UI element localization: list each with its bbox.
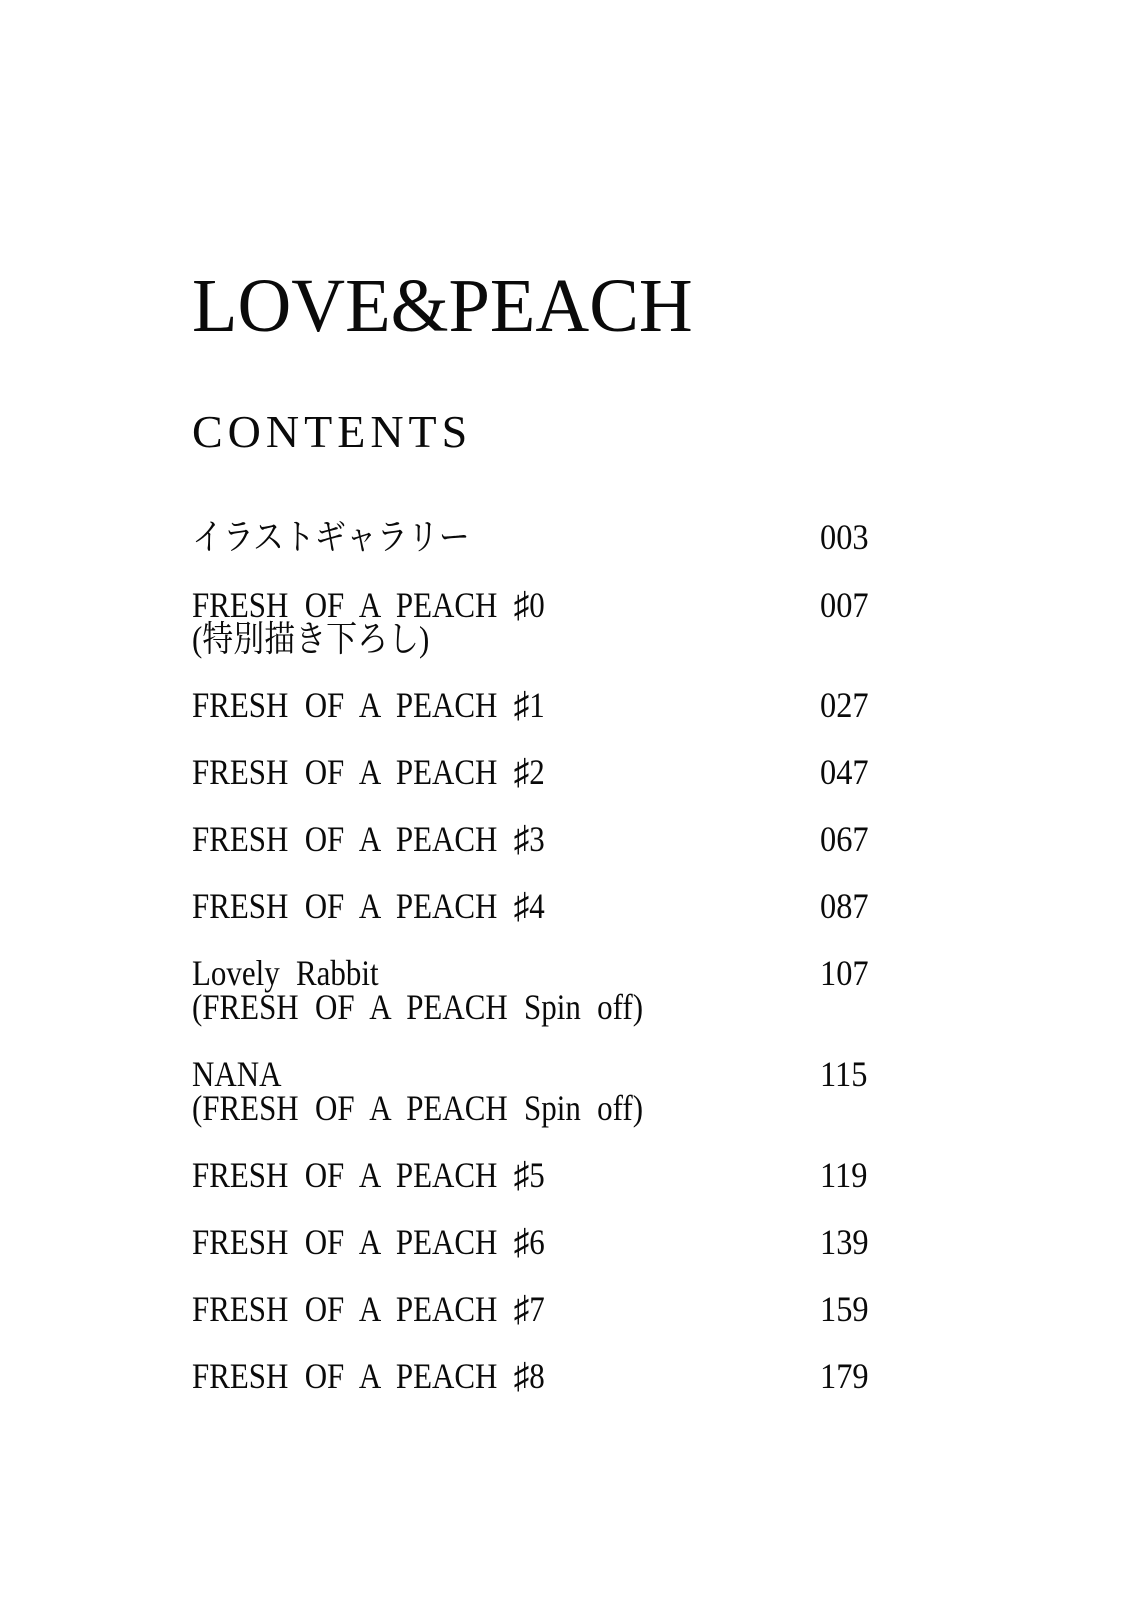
entry-title: FRESH OF A PEACH ♯4 (192, 886, 545, 926)
book-title: LOVE&PEACH (192, 264, 693, 348)
entry-subtitle: (特別描き下ろし) (192, 619, 430, 659)
entry-title: FRESH OF A PEACH ♯7 (192, 1289, 545, 1329)
entry-title: FRESH OF A PEACH ♯1 (192, 685, 545, 725)
entry-subtitle: (FRESH OF A PEACH Spin off) (192, 987, 644, 1027)
entry-page: 115 (820, 1054, 868, 1094)
entry-page: 027 (820, 685, 869, 725)
entry-page: 119 (820, 1155, 868, 1195)
entry-page: 179 (820, 1356, 869, 1396)
entry-title: FRESH OF A PEACH ♯6 (192, 1222, 545, 1262)
entry-title: FRESH OF A PEACH ♯5 (192, 1155, 545, 1195)
entry-title: FRESH OF A PEACH ♯0 (192, 585, 545, 625)
contents-heading: CONTENTS (192, 406, 473, 457)
entry-page: 139 (820, 1222, 869, 1262)
entry-title: FRESH OF A PEACH ♯8 (192, 1356, 545, 1396)
entry-title: FRESH OF A PEACH ♯3 (192, 819, 545, 859)
entry-page: 047 (820, 752, 869, 792)
entry-page: 003 (820, 517, 869, 557)
entry-title: Lovely Rabbit (192, 953, 379, 993)
entry-page: 087 (820, 886, 869, 926)
entry-title: NANA (192, 1054, 282, 1094)
entry-page: 067 (820, 819, 869, 859)
entry-page: 107 (820, 953, 869, 993)
entry-title: FRESH OF A PEACH ♯2 (192, 752, 545, 792)
entry-page: 159 (820, 1289, 869, 1329)
entry-subtitle: (FRESH OF A PEACH Spin off) (192, 1088, 644, 1128)
entry-page: 007 (820, 585, 869, 625)
entry-title: イラストギャラリー (192, 517, 470, 557)
